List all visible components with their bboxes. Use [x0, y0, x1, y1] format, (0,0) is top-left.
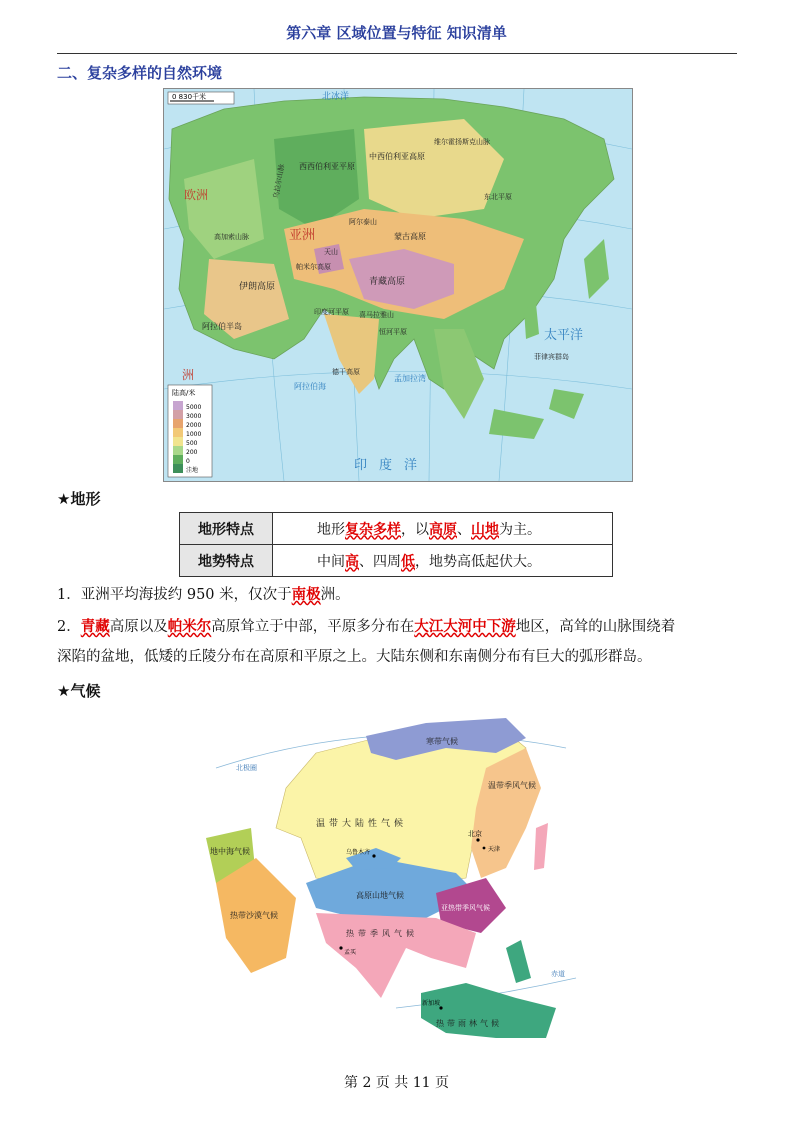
label-mongolian-plateau: 蒙古高原 — [394, 232, 426, 241]
landform-heading: ★地形 — [57, 490, 101, 508]
table-row — [180, 513, 613, 545]
landform-table — [179, 512, 613, 577]
header-divider — [57, 53, 737, 54]
label-tropical-desert: 热带沙漠气候 — [230, 911, 278, 920]
keyword: 南极 — [291, 586, 321, 603]
label-w-siberian-plain: 西西伯利亚平原 — [299, 162, 355, 171]
legend-title: 陆高/米 — [172, 389, 196, 397]
keyword: 大江大河中下游 — [414, 618, 516, 635]
keyword: 青藏 — [80, 618, 110, 635]
label-arabian-peninsula: 阿拉伯半岛 — [202, 322, 242, 331]
keyword: 高 — [345, 553, 359, 570]
legend-level: 5000 — [186, 404, 202, 411]
label-africa: 洲 — [182, 368, 195, 382]
point-1: 1．亚洲平均海拔约 950 米，仅次于南极洲。 — [57, 586, 350, 603]
label-philippines: 菲律宾群岛 — [534, 353, 569, 361]
keyword: 帕米尔 — [167, 618, 212, 635]
legend-level: 200 — [186, 449, 198, 456]
scale-text: 0 830千米 — [172, 93, 207, 101]
label-indus-plain: 印度河平原 — [314, 308, 349, 316]
label-tianshan: 天山 — [324, 248, 338, 256]
table-value: 地形复杂多样，以高原、山地为主。 — [273, 513, 613, 545]
keyword: 复杂多样 — [345, 521, 401, 538]
label-iranian-plateau: 伊朗高原 — [239, 282, 276, 292]
label-city-tianjin: 天津 — [488, 846, 501, 853]
point-2: 2．青藏高原以及帕米尔高原耸立于中部，平原多分布在大江大河中下游地区，高耸的山脉围绕着 深陷的盆地，低矮的丘陵分布在高原和平原之上。大陆东侧和东南侧分布有巨大的弧形群岛。 — [57, 618, 676, 665]
section-title: 二、复杂多样的自然环境 — [57, 64, 223, 82]
label-pacific-ocean: 太平洋 — [544, 328, 584, 343]
legend-level: 3000 — [186, 413, 202, 420]
label-tropical-monsoon: 热带季风气候 — [346, 929, 418, 938]
asia-terrain-map — [163, 88, 633, 482]
table-key: 地形特点 — [180, 513, 273, 545]
label-subtropical-monsoon: 亚热带季风气候 — [441, 904, 490, 912]
label-arabian-sea: 阿拉伯海 — [294, 382, 326, 391]
label-verkhoyansk: 维尔霍扬斯克山脉 — [434, 138, 490, 146]
label-arctic-circle: 北极圈 — [236, 764, 257, 772]
label-temperate-continental: 温带大陆性气候 — [316, 819, 408, 829]
label-equator: 赤道 — [551, 970, 565, 978]
page-header-title: 第六章 区域位置与特征 知识清单 — [286, 24, 507, 42]
asia-climate-map — [196, 708, 578, 1053]
label-altai: 阿尔泰山 — [349, 218, 377, 226]
legend-level: 0 — [186, 458, 190, 465]
label-himalaya: 喜马拉雅山 — [359, 311, 394, 319]
legend-level: 500 — [186, 440, 198, 447]
legend-level: 1000 — [186, 431, 202, 438]
label-ganges-plain: 恒河平原 — [379, 328, 407, 336]
label-europe: 欧洲 — [184, 188, 209, 202]
label-tropical-rainforest: 热带雨林气候 — [436, 1019, 502, 1028]
keyword: 山地 — [471, 521, 499, 538]
climate-heading: ★气候 — [57, 682, 101, 700]
label-highland: 高原山地气候 — [356, 891, 404, 900]
page-footer: 第 2 页 共 11 页 — [344, 1075, 449, 1091]
label-city-beijing: 北京 — [468, 830, 482, 838]
label-mediterranean: 地中海气候 — [210, 847, 250, 856]
keyword: 高原 — [429, 521, 457, 538]
label-deccan-plateau: 德干高原 — [332, 368, 360, 376]
elevation-legend — [168, 385, 212, 477]
label-asia: 亚洲 — [289, 228, 316, 243]
legend-level: 2000 — [186, 422, 202, 429]
table-key: 地势特点 — [180, 545, 273, 577]
label-city-singapore: 新加坡 — [422, 1000, 441, 1007]
label-arctic-ocean: 北冰洋 — [322, 92, 350, 102]
label-temperate-monsoon: 温带季风气候 — [488, 781, 536, 790]
label-city-mumbai: 孟买 — [344, 949, 357, 956]
label-tibetan-plateau: 青藏高原 — [369, 277, 406, 287]
keyword: 低 — [401, 553, 415, 570]
label-indian-ocean: 印度洋 — [354, 458, 430, 473]
label-caucasus: 高加索山脉 — [214, 233, 249, 241]
label-pamir-plateau: 帕米尔高原 — [296, 263, 331, 271]
table-value: 中间高、四周低，地势高低起伏大。 — [273, 545, 613, 577]
label-bay-of-bengal: 孟加拉湾 — [394, 374, 426, 383]
label-subarctic: 寒带气候 — [426, 737, 458, 746]
label-ne-china-plain: 东北平原 — [484, 193, 512, 201]
table-row — [180, 545, 613, 577]
legend-level: 洼地 — [186, 467, 199, 474]
label-c-siberian-plateau: 中西伯利亚高原 — [369, 152, 425, 161]
label-city-urumqi: 乌鲁木齐 — [346, 849, 371, 856]
label-ural-mountains: 乌拉尔山脉 — [272, 163, 287, 200]
